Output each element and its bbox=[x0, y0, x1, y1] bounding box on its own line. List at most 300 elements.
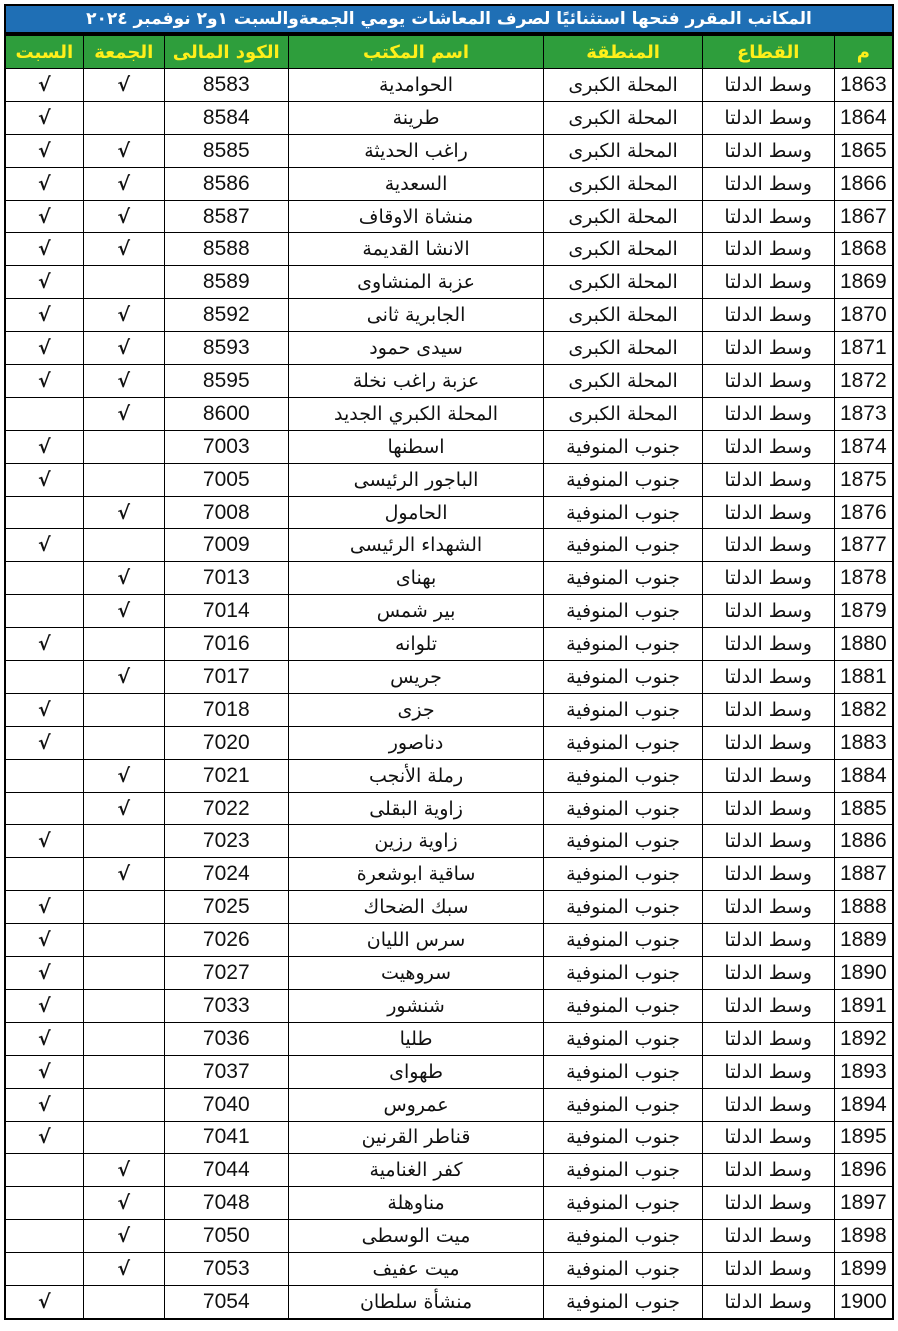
cell-region: المحلة الكبرى bbox=[544, 365, 702, 398]
cell-region: جنوب المنوفية bbox=[544, 726, 702, 759]
cell-friday-check bbox=[83, 924, 164, 957]
cell-office-name: عمروس bbox=[288, 1088, 544, 1121]
table-row bbox=[5, 825, 893, 858]
cell-saturday-check: √ bbox=[5, 69, 83, 102]
table-row bbox=[5, 463, 893, 496]
cell-m: 1874 bbox=[834, 430, 893, 463]
cell-region: جنوب المنوفية bbox=[544, 924, 702, 957]
cell-friday-check: √ bbox=[83, 1220, 164, 1253]
cell-code: 7040 bbox=[164, 1088, 288, 1121]
table-row bbox=[5, 1187, 893, 1220]
cell-sector: وسط الدلتا bbox=[702, 858, 834, 891]
cell-sector: وسط الدلتا bbox=[702, 430, 834, 463]
table-row bbox=[5, 1022, 893, 1055]
cell-office-name: شنشور bbox=[288, 989, 544, 1022]
cell-m: 1892 bbox=[834, 1022, 893, 1055]
cell-office-name: زاوية البقلى bbox=[288, 792, 544, 825]
cell-friday-check: √ bbox=[83, 562, 164, 595]
table-row bbox=[5, 726, 893, 759]
cell-region: جنوب المنوفية bbox=[544, 825, 702, 858]
cell-friday-check: √ bbox=[83, 397, 164, 430]
cell-sector: وسط الدلتا bbox=[702, 661, 834, 694]
cell-saturday-check: √ bbox=[5, 726, 83, 759]
cell-region: جنوب المنوفية bbox=[544, 693, 702, 726]
cell-sector: وسط الدلتا bbox=[702, 69, 834, 102]
cell-friday-check bbox=[83, 989, 164, 1022]
cell-sector: وسط الدلتا bbox=[702, 1121, 834, 1154]
cell-m: 1891 bbox=[834, 989, 893, 1022]
sheet-title: المكاتب المقرر فتحها استثنائيًا لصرف المعاشات يومي الجمعةوالسبت ١و٢ نوفمبر ٢٠٢٤ bbox=[4, 4, 894, 34]
cell-office-name: رملة الأنجب bbox=[288, 759, 544, 792]
cell-m: 1865 bbox=[834, 134, 893, 167]
cell-sector: وسط الدلتا bbox=[702, 134, 834, 167]
cell-m: 1872 bbox=[834, 365, 893, 398]
cell-saturday-check: √ bbox=[5, 1055, 83, 1088]
cell-code: 7024 bbox=[164, 858, 288, 891]
cell-sector: وسط الدلتا bbox=[702, 1220, 834, 1253]
cell-sector: وسط الدلتا bbox=[702, 989, 834, 1022]
table-row bbox=[5, 595, 893, 628]
table-row bbox=[5, 924, 893, 957]
cell-sector: وسط الدلتا bbox=[702, 299, 834, 332]
cell-office-name: السعدية bbox=[288, 167, 544, 200]
cell-sector: وسط الدلتا bbox=[702, 167, 834, 200]
cell-friday-check: √ bbox=[83, 332, 164, 365]
cell-saturday-check: √ bbox=[5, 365, 83, 398]
cell-code: 7008 bbox=[164, 496, 288, 529]
table-row bbox=[5, 134, 893, 167]
cell-saturday-check: √ bbox=[5, 299, 83, 332]
cell-sector: وسط الدلتا bbox=[702, 891, 834, 924]
table-row bbox=[5, 167, 893, 200]
cell-code: 7023 bbox=[164, 825, 288, 858]
cell-saturday-check bbox=[5, 595, 83, 628]
cell-m: 1877 bbox=[834, 529, 893, 562]
cell-saturday-check: √ bbox=[5, 1022, 83, 1055]
cell-code: 7005 bbox=[164, 463, 288, 496]
cell-m: 1893 bbox=[834, 1055, 893, 1088]
cell-sector: وسط الدلتا bbox=[702, 1055, 834, 1088]
cell-saturday-check: √ bbox=[5, 1088, 83, 1121]
cell-saturday-check: √ bbox=[5, 529, 83, 562]
cell-sector: وسط الدلتا bbox=[702, 693, 834, 726]
cell-friday-check: √ bbox=[83, 365, 164, 398]
cell-code: 8583 bbox=[164, 69, 288, 102]
cell-sector: وسط الدلتا bbox=[702, 365, 834, 398]
cell-code: 7048 bbox=[164, 1187, 288, 1220]
cell-friday-check: √ bbox=[83, 661, 164, 694]
cell-code: 7036 bbox=[164, 1022, 288, 1055]
cell-friday-check bbox=[83, 529, 164, 562]
cell-region: جنوب المنوفية bbox=[544, 1121, 702, 1154]
cell-friday-check bbox=[83, 1088, 164, 1121]
cell-m: 1870 bbox=[834, 299, 893, 332]
cell-m: 1896 bbox=[834, 1154, 893, 1187]
cell-region: جنوب المنوفية bbox=[544, 792, 702, 825]
cell-saturday-check: √ bbox=[5, 332, 83, 365]
cell-sector: وسط الدلتا bbox=[702, 1285, 834, 1318]
header-row bbox=[5, 35, 893, 69]
cell-region: جنوب المنوفية bbox=[544, 1055, 702, 1088]
table-row bbox=[5, 1121, 893, 1154]
table-row bbox=[5, 299, 893, 332]
cell-office-name: طهواى bbox=[288, 1055, 544, 1088]
cell-m: 1869 bbox=[834, 266, 893, 299]
cell-saturday-check: √ bbox=[5, 200, 83, 233]
cell-saturday-check: √ bbox=[5, 266, 83, 299]
cell-region: جنوب المنوفية bbox=[544, 1154, 702, 1187]
cell-office-name: منشاة الاوقاف bbox=[288, 200, 544, 233]
cell-saturday-check bbox=[5, 1220, 83, 1253]
cell-friday-check bbox=[83, 1055, 164, 1088]
cell-m: 1884 bbox=[834, 759, 893, 792]
table-row bbox=[5, 200, 893, 233]
cell-region: جنوب المنوفية bbox=[544, 496, 702, 529]
cell-friday-check bbox=[83, 430, 164, 463]
cell-code: 7050 bbox=[164, 1220, 288, 1253]
table-row bbox=[5, 792, 893, 825]
cell-office-name: قناطر القرنين bbox=[288, 1121, 544, 1154]
cell-code: 7033 bbox=[164, 989, 288, 1022]
cell-code: 7044 bbox=[164, 1154, 288, 1187]
cell-m: 1879 bbox=[834, 595, 893, 628]
cell-office-name: راغب الحديثة bbox=[288, 134, 544, 167]
cell-code: 8588 bbox=[164, 233, 288, 266]
cell-saturday-check bbox=[5, 1154, 83, 1187]
cell-code: 7014 bbox=[164, 595, 288, 628]
cell-sector: وسط الدلتا bbox=[702, 101, 834, 134]
cell-office-name: الباجور الرئيسى bbox=[288, 463, 544, 496]
cell-friday-check: √ bbox=[83, 1154, 164, 1187]
cell-office-name: الشهداء الرئيسى bbox=[288, 529, 544, 562]
cell-friday-check bbox=[83, 693, 164, 726]
table-row bbox=[5, 529, 893, 562]
cell-m: 1863 bbox=[834, 69, 893, 102]
table-row bbox=[5, 661, 893, 694]
cell-sector: وسط الدلتا bbox=[702, 628, 834, 661]
cell-code: 8584 bbox=[164, 101, 288, 134]
cell-saturday-check: √ bbox=[5, 134, 83, 167]
cell-region: المحلة الكبرى bbox=[544, 332, 702, 365]
cell-office-name: بير شمس bbox=[288, 595, 544, 628]
cell-office-name: عزبة المنشاوى bbox=[288, 266, 544, 299]
header-code: الكود المالى bbox=[164, 35, 288, 69]
offices-sheet bbox=[4, 4, 894, 1320]
cell-code: 7016 bbox=[164, 628, 288, 661]
table-row bbox=[5, 628, 893, 661]
cell-sector: وسط الدلتا bbox=[702, 1022, 834, 1055]
cell-m: 1886 bbox=[834, 825, 893, 858]
cell-saturday-check: √ bbox=[5, 693, 83, 726]
header-office-name: اسم المكتب bbox=[288, 35, 544, 69]
cell-m: 1871 bbox=[834, 332, 893, 365]
cell-office-name: منشأة سلطان bbox=[288, 1285, 544, 1318]
cell-office-name: طرينة bbox=[288, 101, 544, 134]
table-row bbox=[5, 365, 893, 398]
cell-saturday-check bbox=[5, 397, 83, 430]
cell-sector: وسط الدلتا bbox=[702, 1187, 834, 1220]
cell-region: جنوب المنوفية bbox=[544, 1187, 702, 1220]
cell-friday-check: √ bbox=[83, 759, 164, 792]
cell-region: جنوب المنوفية bbox=[544, 1088, 702, 1121]
cell-saturday-check bbox=[5, 759, 83, 792]
cell-region: جنوب المنوفية bbox=[544, 430, 702, 463]
cell-friday-check: √ bbox=[83, 858, 164, 891]
table-row bbox=[5, 1253, 893, 1286]
cell-region: المحلة الكبرى bbox=[544, 134, 702, 167]
cell-saturday-check: √ bbox=[5, 891, 83, 924]
cell-office-name: سبك الضحاك bbox=[288, 891, 544, 924]
cell-friday-check: √ bbox=[83, 299, 164, 332]
cell-saturday-check: √ bbox=[5, 463, 83, 496]
cell-office-name: الجابرية ثانى bbox=[288, 299, 544, 332]
table-row bbox=[5, 1154, 893, 1187]
cell-code: 7013 bbox=[164, 562, 288, 595]
header-m: م bbox=[834, 35, 893, 69]
cell-friday-check bbox=[83, 101, 164, 134]
cell-sector: وسط الدلتا bbox=[702, 792, 834, 825]
cell-code: 8586 bbox=[164, 167, 288, 200]
cell-saturday-check bbox=[5, 1187, 83, 1220]
cell-m: 1883 bbox=[834, 726, 893, 759]
cell-friday-check bbox=[83, 726, 164, 759]
offices-table bbox=[4, 34, 894, 1320]
cell-region: المحلة الكبرى bbox=[544, 299, 702, 332]
table-row bbox=[5, 759, 893, 792]
cell-sector: وسط الدلتا bbox=[702, 595, 834, 628]
cell-sector: وسط الدلتا bbox=[702, 957, 834, 990]
cell-saturday-check: √ bbox=[5, 924, 83, 957]
cell-friday-check bbox=[83, 266, 164, 299]
cell-m: 1889 bbox=[834, 924, 893, 957]
cell-sector: وسط الدلتا bbox=[702, 726, 834, 759]
cell-saturday-check bbox=[5, 496, 83, 529]
header-sector: القطاع bbox=[702, 35, 834, 69]
cell-sector: وسط الدلتا bbox=[702, 266, 834, 299]
cell-sector: وسط الدلتا bbox=[702, 332, 834, 365]
cell-office-name: بهناى bbox=[288, 562, 544, 595]
cell-saturday-check: √ bbox=[5, 101, 83, 134]
table-row bbox=[5, 858, 893, 891]
cell-m: 1866 bbox=[834, 167, 893, 200]
cell-m: 1881 bbox=[834, 661, 893, 694]
cell-office-name: سرس الليان bbox=[288, 924, 544, 957]
cell-m: 1894 bbox=[834, 1088, 893, 1121]
cell-friday-check: √ bbox=[83, 595, 164, 628]
cell-code: 7054 bbox=[164, 1285, 288, 1318]
cell-m: 1873 bbox=[834, 397, 893, 430]
cell-sector: وسط الدلتا bbox=[702, 1253, 834, 1286]
cell-friday-check bbox=[83, 628, 164, 661]
cell-code: 8587 bbox=[164, 200, 288, 233]
cell-region: جنوب المنوفية bbox=[544, 562, 702, 595]
cell-friday-check: √ bbox=[83, 200, 164, 233]
cell-m: 1878 bbox=[834, 562, 893, 595]
cell-region: جنوب المنوفية bbox=[544, 957, 702, 990]
cell-office-name: الحوامدية bbox=[288, 69, 544, 102]
cell-region: جنوب المنوفية bbox=[544, 661, 702, 694]
cell-office-name: عزبة راغب نخلة bbox=[288, 365, 544, 398]
cell-code: 7026 bbox=[164, 924, 288, 957]
cell-office-name: المحلة الكبري الجديد bbox=[288, 397, 544, 430]
cell-office-name: اسطنها bbox=[288, 430, 544, 463]
cell-office-name: ساقية ابوشعرة bbox=[288, 858, 544, 891]
table-row bbox=[5, 397, 893, 430]
cell-office-name: زاوية رزين bbox=[288, 825, 544, 858]
cell-sector: وسط الدلتا bbox=[702, 1154, 834, 1187]
cell-m: 1899 bbox=[834, 1253, 893, 1286]
cell-friday-check: √ bbox=[83, 233, 164, 266]
cell-region: جنوب المنوفية bbox=[544, 463, 702, 496]
cell-region: جنوب المنوفية bbox=[544, 1022, 702, 1055]
table-row bbox=[5, 69, 893, 102]
table-row bbox=[5, 891, 893, 924]
header-friday: الجمعة bbox=[83, 35, 164, 69]
cell-m: 1875 bbox=[834, 463, 893, 496]
cell-code: 7022 bbox=[164, 792, 288, 825]
cell-friday-check: √ bbox=[83, 167, 164, 200]
cell-friday-check bbox=[83, 891, 164, 924]
cell-region: جنوب المنوفية bbox=[544, 1220, 702, 1253]
cell-region: المحلة الكبرى bbox=[544, 200, 702, 233]
cell-friday-check bbox=[83, 1121, 164, 1154]
cell-friday-check: √ bbox=[83, 134, 164, 167]
cell-m: 1898 bbox=[834, 1220, 893, 1253]
cell-region: جنوب المنوفية bbox=[544, 759, 702, 792]
cell-m: 1885 bbox=[834, 792, 893, 825]
cell-m: 1880 bbox=[834, 628, 893, 661]
cell-region: جنوب المنوفية bbox=[544, 1253, 702, 1286]
cell-code: 8589 bbox=[164, 266, 288, 299]
table-body bbox=[5, 69, 893, 1319]
table-row bbox=[5, 1220, 893, 1253]
cell-friday-check bbox=[83, 1022, 164, 1055]
header-saturday: السبت bbox=[5, 35, 83, 69]
cell-code: 8593 bbox=[164, 332, 288, 365]
cell-code: 7021 bbox=[164, 759, 288, 792]
cell-office-name: الانشا القديمة bbox=[288, 233, 544, 266]
cell-m: 1868 bbox=[834, 233, 893, 266]
cell-code: 7017 bbox=[164, 661, 288, 694]
table-row bbox=[5, 332, 893, 365]
table-row bbox=[5, 989, 893, 1022]
cell-region: جنوب المنوفية bbox=[544, 891, 702, 924]
cell-code: 7037 bbox=[164, 1055, 288, 1088]
cell-code: 7041 bbox=[164, 1121, 288, 1154]
cell-sector: وسط الدلتا bbox=[702, 496, 834, 529]
cell-region: جنوب المنوفية bbox=[544, 1285, 702, 1318]
cell-office-name: مناوهلة bbox=[288, 1187, 544, 1220]
cell-m: 1882 bbox=[834, 693, 893, 726]
cell-sector: وسط الدلتا bbox=[702, 825, 834, 858]
cell-code: 7018 bbox=[164, 693, 288, 726]
cell-region: المحلة الكبرى bbox=[544, 101, 702, 134]
cell-office-name: سروهيت bbox=[288, 957, 544, 990]
cell-code: 8585 bbox=[164, 134, 288, 167]
cell-m: 1897 bbox=[834, 1187, 893, 1220]
cell-friday-check bbox=[83, 1285, 164, 1318]
cell-sector: وسط الدلتا bbox=[702, 397, 834, 430]
cell-friday-check: √ bbox=[83, 1253, 164, 1286]
cell-saturday-check: √ bbox=[5, 233, 83, 266]
cell-code: 7009 bbox=[164, 529, 288, 562]
cell-saturday-check: √ bbox=[5, 167, 83, 200]
cell-saturday-check bbox=[5, 858, 83, 891]
cell-region: جنوب المنوفية bbox=[544, 529, 702, 562]
cell-saturday-check bbox=[5, 1253, 83, 1286]
cell-region: جنوب المنوفية bbox=[544, 989, 702, 1022]
cell-office-name: الحامول bbox=[288, 496, 544, 529]
table-row bbox=[5, 233, 893, 266]
cell-code: 7027 bbox=[164, 957, 288, 990]
cell-friday-check bbox=[83, 463, 164, 496]
cell-region: جنوب المنوفية bbox=[544, 858, 702, 891]
cell-saturday-check bbox=[5, 792, 83, 825]
cell-code: 8595 bbox=[164, 365, 288, 398]
cell-code: 7020 bbox=[164, 726, 288, 759]
cell-code: 7025 bbox=[164, 891, 288, 924]
cell-sector: وسط الدلتا bbox=[702, 759, 834, 792]
cell-sector: وسط الدلتا bbox=[702, 529, 834, 562]
cell-saturday-check: √ bbox=[5, 989, 83, 1022]
table-row bbox=[5, 101, 893, 134]
cell-office-name: دناصور bbox=[288, 726, 544, 759]
cell-m: 1895 bbox=[834, 1121, 893, 1154]
table-row bbox=[5, 562, 893, 595]
cell-office-name: طليا bbox=[288, 1022, 544, 1055]
cell-friday-check: √ bbox=[83, 792, 164, 825]
cell-office-name: ميت الوسطى bbox=[288, 1220, 544, 1253]
cell-sector: وسط الدلتا bbox=[702, 200, 834, 233]
table-row bbox=[5, 1055, 893, 1088]
cell-m: 1900 bbox=[834, 1285, 893, 1318]
cell-sector: وسط الدلتا bbox=[702, 233, 834, 266]
table-row bbox=[5, 430, 893, 463]
header-region: المنطقة bbox=[544, 35, 702, 69]
cell-saturday-check: √ bbox=[5, 1285, 83, 1318]
cell-office-name: ميت عفيف bbox=[288, 1253, 544, 1286]
cell-sector: وسط الدلتا bbox=[702, 463, 834, 496]
table-row bbox=[5, 693, 893, 726]
cell-friday-check: √ bbox=[83, 1187, 164, 1220]
cell-office-name: تلوانه bbox=[288, 628, 544, 661]
cell-friday-check: √ bbox=[83, 69, 164, 102]
cell-saturday-check: √ bbox=[5, 825, 83, 858]
cell-saturday-check: √ bbox=[5, 430, 83, 463]
cell-m: 1867 bbox=[834, 200, 893, 233]
cell-sector: وسط الدلتا bbox=[702, 924, 834, 957]
table-row bbox=[5, 1285, 893, 1318]
cell-region: جنوب المنوفية bbox=[544, 595, 702, 628]
cell-region: جنوب المنوفية bbox=[544, 628, 702, 661]
cell-saturday-check bbox=[5, 661, 83, 694]
cell-code: 7053 bbox=[164, 1253, 288, 1286]
cell-code: 8600 bbox=[164, 397, 288, 430]
table-row bbox=[5, 957, 893, 990]
cell-region: المحلة الكبرى bbox=[544, 397, 702, 430]
cell-m: 1890 bbox=[834, 957, 893, 990]
cell-saturday-check: √ bbox=[5, 628, 83, 661]
cell-region: المحلة الكبرى bbox=[544, 69, 702, 102]
cell-office-name: كفر الغنامية bbox=[288, 1154, 544, 1187]
cell-region: المحلة الكبرى bbox=[544, 233, 702, 266]
cell-saturday-check bbox=[5, 562, 83, 595]
cell-region: المحلة الكبرى bbox=[544, 167, 702, 200]
cell-office-name: جريس bbox=[288, 661, 544, 694]
cell-m: 1876 bbox=[834, 496, 893, 529]
cell-m: 1888 bbox=[834, 891, 893, 924]
cell-sector: وسط الدلتا bbox=[702, 1088, 834, 1121]
